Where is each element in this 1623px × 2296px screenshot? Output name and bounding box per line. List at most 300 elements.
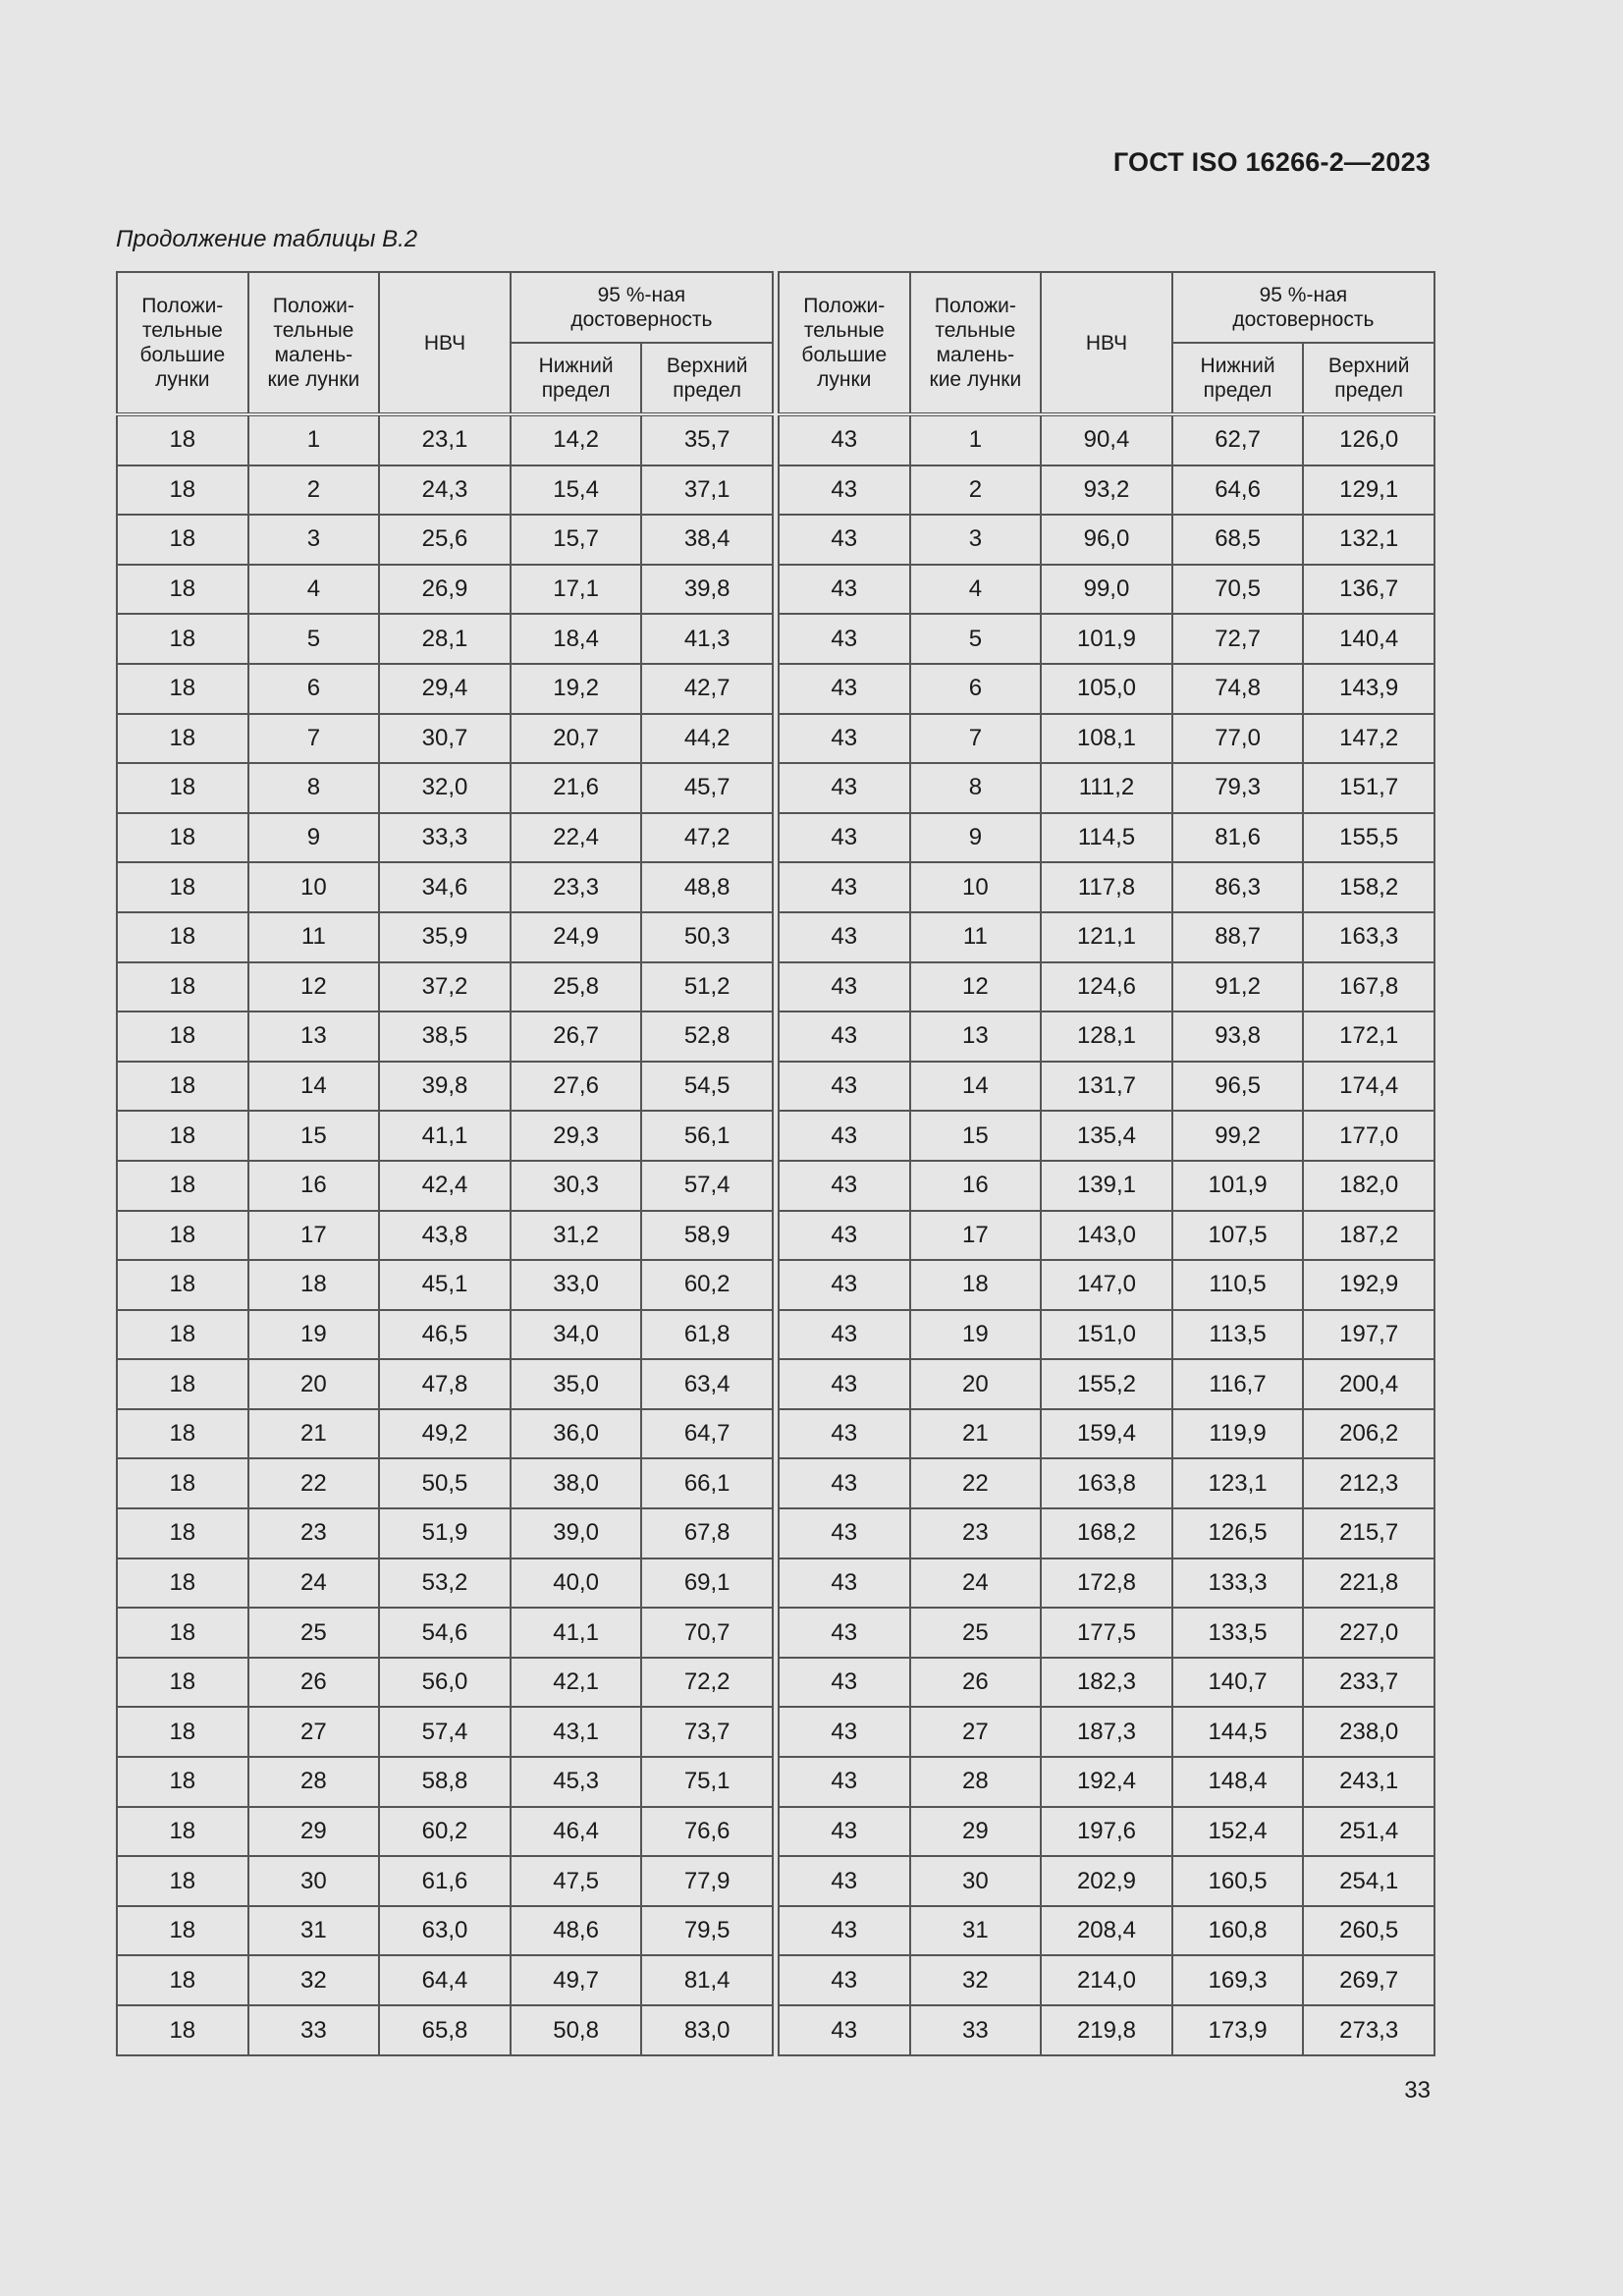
table-cell: 15 <box>910 1111 1042 1161</box>
table-cell: 22 <box>910 1458 1042 1508</box>
table-cell: 64,7 <box>641 1409 773 1459</box>
table-row <box>779 515 1434 565</box>
table-cell: 58,9 <box>641 1211 773 1261</box>
table-cell: 26,9 <box>379 565 511 615</box>
table-row <box>117 1955 773 2005</box>
table-cell: 169,3 <box>1172 1955 1304 2005</box>
table-cell: 140,7 <box>1172 1658 1304 1708</box>
table-cell: 56,0 <box>379 1658 511 1708</box>
table-cell: 18 <box>117 1906 248 1956</box>
table-cell: 76,6 <box>641 1807 773 1857</box>
table-cell: 26 <box>910 1658 1042 1708</box>
table-cell: 66,1 <box>641 1458 773 1508</box>
table-cell: 167,8 <box>1303 962 1434 1012</box>
table-cell: 42,1 <box>511 1658 642 1708</box>
table-cell: 1 <box>248 414 380 465</box>
table-row <box>779 714 1434 764</box>
table-cell: 43 <box>779 763 910 813</box>
table-cell: 8 <box>910 763 1042 813</box>
table-cell: 64,4 <box>379 1955 511 2005</box>
table-cell: 72,7 <box>1172 614 1304 664</box>
table-cell: 18 <box>117 1458 248 1508</box>
table-row <box>117 414 773 465</box>
table-cell: 22,4 <box>511 813 642 863</box>
table-cell: 18 <box>117 962 248 1012</box>
table-cell: 43 <box>779 862 910 912</box>
table-cell: 28 <box>248 1757 380 1807</box>
table-cell: 30,3 <box>511 1161 642 1211</box>
table-row <box>779 1658 1434 1708</box>
table-cell: 172,1 <box>1303 1011 1434 1062</box>
table-cell: 107,5 <box>1172 1211 1304 1261</box>
table-cell: 168,2 <box>1041 1508 1172 1558</box>
table-cell: 151,0 <box>1041 1310 1172 1360</box>
table-row <box>117 1508 773 1558</box>
table-cell: 43 <box>779 1508 910 1558</box>
table-row <box>117 1658 773 1708</box>
table-row <box>117 862 773 912</box>
table-cell: 50,8 <box>511 2005 642 2055</box>
table-cell: 27 <box>248 1707 380 1757</box>
table-cell: 192,4 <box>1041 1757 1172 1807</box>
table-cell: 62,7 <box>1172 414 1304 465</box>
table-row <box>117 714 773 764</box>
table-cell: 35,7 <box>641 414 773 465</box>
table-cell: 147,0 <box>1041 1260 1172 1310</box>
table-cell: 33 <box>910 2005 1042 2055</box>
table-row <box>779 2005 1434 2055</box>
table-cell: 243,1 <box>1303 1757 1434 1807</box>
table-cell: 18 <box>117 862 248 912</box>
header-upper-limit: Верхний предел <box>1303 343 1434 414</box>
table-cell: 18 <box>117 1856 248 1906</box>
table-cell: 119,9 <box>1172 1409 1304 1459</box>
table-cell: 18 <box>117 1807 248 1857</box>
table-cell: 53,2 <box>379 1558 511 1609</box>
table-cell: 60,2 <box>641 1260 773 1310</box>
table-cell: 108,1 <box>1041 714 1172 764</box>
table-cell: 187,3 <box>1041 1707 1172 1757</box>
table-cell: 79,3 <box>1172 763 1304 813</box>
table-row <box>117 1856 773 1906</box>
table-cell: 90,4 <box>1041 414 1172 465</box>
table-cell: 4 <box>248 565 380 615</box>
table-cell: 15 <box>248 1111 380 1161</box>
table-cell: 83,0 <box>641 2005 773 2055</box>
table-cell: 39,8 <box>379 1062 511 1112</box>
header-mpn: НВЧ <box>379 272 511 414</box>
table-row <box>779 614 1434 664</box>
table-cell: 10 <box>910 862 1042 912</box>
table-cell: 18 <box>117 565 248 615</box>
table-cell: 43 <box>779 813 910 863</box>
table-cell: 39,0 <box>511 1508 642 1558</box>
table-cell: 135,4 <box>1041 1111 1172 1161</box>
table-cell: 23 <box>248 1508 380 1558</box>
table-cell: 177,5 <box>1041 1608 1172 1658</box>
table-cell: 6 <box>248 664 380 714</box>
table-cell: 43,8 <box>379 1211 511 1261</box>
table-cell: 38,5 <box>379 1011 511 1062</box>
header-upper-limit: Верхний предел <box>641 343 773 414</box>
table-row <box>117 1211 773 1261</box>
header-small-wells: Положи- тельные малень- кие лунки <box>248 272 380 414</box>
table-cell: 113,5 <box>1172 1310 1304 1360</box>
table-row <box>117 1608 773 1658</box>
table-cell: 77,9 <box>641 1856 773 1906</box>
table-cell: 233,7 <box>1303 1658 1434 1708</box>
table-cell: 23,3 <box>511 862 642 912</box>
table-cell: 5 <box>248 614 380 664</box>
table-row <box>779 962 1434 1012</box>
table-cell: 20,7 <box>511 714 642 764</box>
table-cell: 18 <box>117 1161 248 1211</box>
table-cell: 47,5 <box>511 1856 642 1906</box>
table-cell: 12 <box>910 962 1042 1012</box>
table-row <box>779 1260 1434 1310</box>
table-cell: 91,2 <box>1172 962 1304 1012</box>
table-cell: 173,9 <box>1172 2005 1304 2055</box>
table-cell: 238,0 <box>1303 1707 1434 1757</box>
table-cell: 18 <box>117 515 248 565</box>
table-cell: 63,0 <box>379 1906 511 1956</box>
table-cell: 99,2 <box>1172 1111 1304 1161</box>
table-cell: 144,5 <box>1172 1707 1304 1757</box>
table-cell: 30 <box>910 1856 1042 1906</box>
table-row <box>779 1757 1434 1807</box>
table-cell: 51,2 <box>641 962 773 1012</box>
table-cell: 50,3 <box>641 912 773 962</box>
table-cell: 202,9 <box>1041 1856 1172 1906</box>
table-cell: 25,6 <box>379 515 511 565</box>
table-cell: 111,2 <box>1041 763 1172 813</box>
table-cell: 269,7 <box>1303 1955 1434 2005</box>
header-lower-limit: Нижний предел <box>1172 343 1304 414</box>
table-cell: 28,1 <box>379 614 511 664</box>
table-cell: 43 <box>779 515 910 565</box>
table-row <box>117 763 773 813</box>
table-cell: 15,4 <box>511 465 642 516</box>
table-cell: 43 <box>779 414 910 465</box>
table-cell: 61,8 <box>641 1310 773 1360</box>
table-cell: 31 <box>910 1906 1042 1956</box>
table-cell: 18 <box>117 1260 248 1310</box>
table-cell: 19 <box>910 1310 1042 1360</box>
table-cell: 3 <box>910 515 1042 565</box>
table-cell: 18 <box>117 1558 248 1609</box>
table-row <box>117 1161 773 1211</box>
table-row <box>117 565 773 615</box>
table-row <box>117 1757 773 1807</box>
table-cell: 143,0 <box>1041 1211 1172 1261</box>
table-cell: 18 <box>910 1260 1042 1310</box>
header-small-wells: Положи- тельные малень- кие лунки <box>910 272 1042 414</box>
table-row <box>779 1707 1434 1757</box>
table-cell: 57,4 <box>641 1161 773 1211</box>
table-cell: 43 <box>779 1558 910 1609</box>
table-row <box>779 1856 1434 1906</box>
table-cell: 43 <box>779 1906 910 1956</box>
table-cell: 16 <box>910 1161 1042 1211</box>
table-cell: 24,3 <box>379 465 511 516</box>
table-cell: 49,7 <box>511 1955 642 2005</box>
table-row <box>117 1359 773 1409</box>
table-cell: 65,8 <box>379 2005 511 2055</box>
table-cell: 72,2 <box>641 1658 773 1708</box>
table-row <box>117 1260 773 1310</box>
table-row <box>779 763 1434 813</box>
table-cell: 68,5 <box>1172 515 1304 565</box>
table-cell: 158,2 <box>1303 862 1434 912</box>
table-cell: 133,3 <box>1172 1558 1304 1609</box>
table-cell: 26,7 <box>511 1011 642 1062</box>
table-row <box>779 1011 1434 1062</box>
table-cell: 160,8 <box>1172 1906 1304 1956</box>
table-cell: 19,2 <box>511 664 642 714</box>
table-cell: 17,1 <box>511 565 642 615</box>
table-cell: 227,0 <box>1303 1608 1434 1658</box>
table-cell: 64,6 <box>1172 465 1304 516</box>
table-cell: 45,7 <box>641 763 773 813</box>
table-cell: 79,5 <box>641 1906 773 1956</box>
table-cell: 42,4 <box>379 1161 511 1211</box>
table-cell: 56,1 <box>641 1111 773 1161</box>
table-cell: 43 <box>779 1757 910 1807</box>
table-cell: 2 <box>248 465 380 516</box>
table-cell: 29,3 <box>511 1111 642 1161</box>
table-cell: 34,0 <box>511 1310 642 1360</box>
table-cell: 177,0 <box>1303 1111 1434 1161</box>
table-cell: 139,1 <box>1041 1161 1172 1211</box>
table-cell: 47,2 <box>641 813 773 863</box>
table-cell: 7 <box>910 714 1042 764</box>
table-cell: 29,4 <box>379 664 511 714</box>
table-cell: 81,6 <box>1172 813 1304 863</box>
table-left-half <box>116 271 774 2056</box>
table-cell: 18 <box>248 1260 380 1310</box>
table-cell: 41,1 <box>511 1608 642 1658</box>
table-cell: 99,0 <box>1041 565 1172 615</box>
table-cell: 26 <box>248 1658 380 1708</box>
table-cell: 61,6 <box>379 1856 511 1906</box>
table-cell: 33,0 <box>511 1260 642 1310</box>
table-cell: 43 <box>779 1707 910 1757</box>
table-cell: 43 <box>779 1260 910 1310</box>
table-cell: 18 <box>117 1508 248 1558</box>
table-cell: 43 <box>779 1458 910 1508</box>
table-cell: 21 <box>910 1409 1042 1459</box>
header-lower-limit: Нижний предел <box>511 343 642 414</box>
table-cell: 197,7 <box>1303 1310 1434 1360</box>
table-cell: 58,8 <box>379 1757 511 1807</box>
table-row <box>117 813 773 863</box>
table-cell: 251,4 <box>1303 1807 1434 1857</box>
table-cell: 18,4 <box>511 614 642 664</box>
table-row <box>779 1359 1434 1409</box>
table-cell: 18 <box>117 1658 248 1708</box>
table-cell: 25,8 <box>511 962 642 1012</box>
table-cell: 43 <box>779 714 910 764</box>
table-row <box>117 1011 773 1062</box>
table-cell: 197,6 <box>1041 1807 1172 1857</box>
table-cell: 215,7 <box>1303 1508 1434 1558</box>
table-cell: 43 <box>779 1856 910 1906</box>
table-cell: 25 <box>910 1608 1042 1658</box>
table-cell: 133,5 <box>1172 1608 1304 1658</box>
table-cell: 31 <box>248 1906 380 1956</box>
table-cell: 18 <box>117 1608 248 1658</box>
table-row <box>779 862 1434 912</box>
table-row <box>779 1409 1434 1459</box>
table-cell: 20 <box>910 1359 1042 1409</box>
table-cell: 43 <box>779 912 910 962</box>
table-row <box>117 1458 773 1508</box>
table-cell: 43 <box>779 1359 910 1409</box>
table-row <box>117 465 773 516</box>
table-cell: 16 <box>248 1161 380 1211</box>
table-cell: 96,0 <box>1041 515 1172 565</box>
table-cell: 174,4 <box>1303 1062 1434 1112</box>
table-cell: 273,3 <box>1303 2005 1434 2055</box>
table-cell: 30,7 <box>379 714 511 764</box>
table-row <box>779 1310 1434 1360</box>
table-cell: 46,4 <box>511 1807 642 1857</box>
table-cell: 21,6 <box>511 763 642 813</box>
table-cell: 13 <box>910 1011 1042 1062</box>
table-row <box>779 813 1434 863</box>
table-row <box>779 1062 1434 1112</box>
table-cell: 50,5 <box>379 1458 511 1508</box>
table-cell: 77,0 <box>1172 714 1304 764</box>
table-cell: 54,6 <box>379 1608 511 1658</box>
table-cell: 260,5 <box>1303 1906 1434 1956</box>
table-row <box>117 1409 773 1459</box>
table-cell: 7 <box>248 714 380 764</box>
table-cell: 254,1 <box>1303 1856 1434 1906</box>
table-cell: 14 <box>910 1062 1042 1112</box>
table-cell: 38,0 <box>511 1458 642 1508</box>
table-cell: 69,1 <box>641 1558 773 1609</box>
table-row <box>117 2005 773 2055</box>
table-cell: 219,8 <box>1041 2005 1172 2055</box>
table-cell: 28 <box>910 1757 1042 1807</box>
table-cell: 63,4 <box>641 1359 773 1409</box>
table-cell: 129,1 <box>1303 465 1434 516</box>
table-cell: 182,0 <box>1303 1161 1434 1211</box>
table-cell: 18 <box>117 1011 248 1062</box>
table-cell: 43 <box>779 1807 910 1857</box>
table-cell: 33,3 <box>379 813 511 863</box>
table-cell: 40,0 <box>511 1558 642 1609</box>
table-cell: 43 <box>779 1062 910 1112</box>
table-cell: 105,0 <box>1041 664 1172 714</box>
table-cell: 110,5 <box>1172 1260 1304 1310</box>
table-cell: 32,0 <box>379 763 511 813</box>
table-row <box>117 1707 773 1757</box>
table-row <box>117 912 773 962</box>
table-cell: 43 <box>779 465 910 516</box>
table-row <box>779 1955 1434 2005</box>
table-cell: 163,8 <box>1041 1458 1172 1508</box>
table-cell: 17 <box>248 1211 380 1261</box>
table-cell: 22 <box>248 1458 380 1508</box>
table-caption: Продолжение таблицы В.2 <box>116 226 418 252</box>
table-cell: 48,6 <box>511 1906 642 1956</box>
table-cell: 46,5 <box>379 1310 511 1360</box>
header-confidence: 95 %-ная достоверность <box>1172 272 1434 343</box>
table-row <box>779 1211 1434 1261</box>
table-cell: 13 <box>248 1011 380 1062</box>
table-row <box>779 1111 1434 1161</box>
table-cell: 47,8 <box>379 1359 511 1409</box>
table-cell: 20 <box>248 1359 380 1409</box>
table-cell: 18 <box>117 414 248 465</box>
table-cell: 60,2 <box>379 1807 511 1857</box>
table-row <box>117 614 773 664</box>
table-cell: 152,4 <box>1172 1807 1304 1857</box>
table-cell: 93,2 <box>1041 465 1172 516</box>
table-cell: 155,5 <box>1303 813 1434 863</box>
table-cell: 116,7 <box>1172 1359 1304 1409</box>
header-mpn: НВЧ <box>1041 272 1172 414</box>
table-cell: 23 <box>910 1508 1042 1558</box>
table-cell: 43 <box>779 1211 910 1261</box>
table-cell: 51,9 <box>379 1508 511 1558</box>
table-cell: 206,2 <box>1303 1409 1434 1459</box>
table-cell: 143,9 <box>1303 664 1434 714</box>
document-code: ГОСТ ISO 16266-2—2023 <box>1112 147 1431 177</box>
table-cell: 37,2 <box>379 962 511 1012</box>
table-cell: 9 <box>248 813 380 863</box>
table-cell: 24 <box>248 1558 380 1609</box>
table-cell: 18 <box>117 1211 248 1261</box>
table-cell: 5 <box>910 614 1042 664</box>
table-cell: 8 <box>248 763 380 813</box>
table-cell: 200,4 <box>1303 1359 1434 1409</box>
table-cell: 44,2 <box>641 714 773 764</box>
table-cell: 43 <box>779 2005 910 2055</box>
table-cell: 11 <box>910 912 1042 962</box>
table-row <box>117 1807 773 1857</box>
table-row <box>779 1161 1434 1211</box>
table-cell: 192,9 <box>1303 1260 1434 1310</box>
table-cell: 128,1 <box>1041 1011 1172 1062</box>
table-cell: 18 <box>117 1111 248 1161</box>
table-cell: 126,0 <box>1303 414 1434 465</box>
table-cell: 18 <box>117 1409 248 1459</box>
table-cell: 38,4 <box>641 515 773 565</box>
table-cell: 208,4 <box>1041 1906 1172 1956</box>
table-cell: 172,8 <box>1041 1558 1172 1609</box>
table-cell: 32 <box>910 1955 1042 2005</box>
table-cell: 43 <box>779 1409 910 1459</box>
table-cell: 29 <box>910 1807 1042 1857</box>
table-cell: 14,2 <box>511 414 642 465</box>
table-cell: 70,5 <box>1172 565 1304 615</box>
table-cell: 43 <box>779 1310 910 1360</box>
table-cell: 131,7 <box>1041 1062 1172 1112</box>
table-cell: 18 <box>117 763 248 813</box>
table-row <box>117 1111 773 1161</box>
table-cell: 2 <box>910 465 1042 516</box>
table-cell: 18 <box>117 813 248 863</box>
table-row <box>779 565 1434 615</box>
table-cell: 18 <box>117 1707 248 1757</box>
table-cell: 43,1 <box>511 1707 642 1757</box>
table-cell: 19 <box>248 1310 380 1360</box>
table-row <box>117 1558 773 1609</box>
table-cell: 18 <box>117 1359 248 1409</box>
